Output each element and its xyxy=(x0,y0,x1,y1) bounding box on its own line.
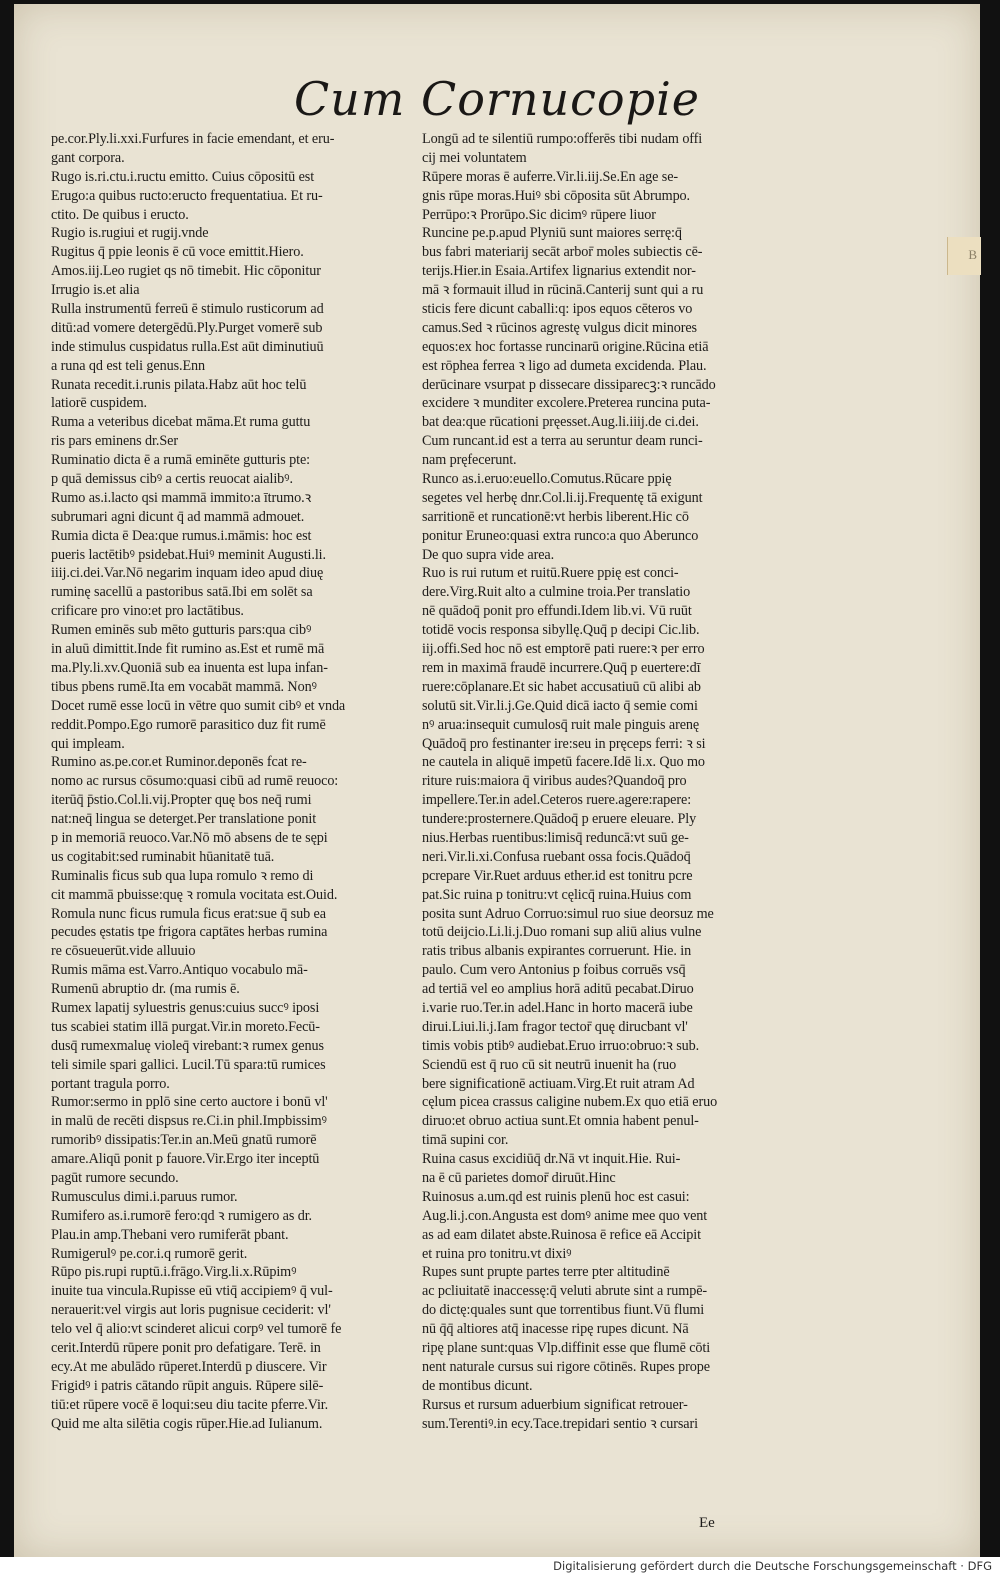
text-line: amare.Aliqū ponit p fauore.Vir.Ergo iter inceptū xyxy=(51,1151,320,1168)
text-line: Longū ad te silentiū rumpo:offerēs tibi nudam offi xyxy=(422,131,703,147)
text-line: Rupes sunt prupte partes terre pter altitudinē xyxy=(422,1264,670,1281)
text-line: camus.Sed ꝛ rūcinos agrestę vulgus dicit minores xyxy=(422,319,697,336)
text-line: Ruinosus a.um.qd est ruinis plenū hoc est casui: xyxy=(422,1188,690,1205)
text-line: Ruminalis ficus sub qua lupa romulo ꝛ remo di xyxy=(51,867,314,884)
text-line: iterūq̄ p̄stio.Col.li.vij.Propter quę bos neq̄ rumi xyxy=(51,792,312,809)
text-line: teli simile spari gallici. Lucil.Tū spara:tū rumices xyxy=(51,1056,326,1073)
text-line: tiū:et rūpere vocē ē loqui:seu diu tacite pferre.Vir. xyxy=(51,1396,329,1413)
text-line: de montibus dicunt. xyxy=(422,1377,533,1394)
text-line: Rumigerulꝰ pe.cor.i.q rumorē gerit. xyxy=(51,1245,248,1262)
text-line: in aluū dimittit.Inde fit rumino as.Est et rumē mā xyxy=(51,641,325,658)
text-line: Quid me alta silētia cogis rūper.Hie.ad Iulianum. xyxy=(51,1415,323,1432)
text-line: Rulla instrumentū ferreū ē stimulo rusticorum ad xyxy=(51,301,324,318)
text-line: posita sunt Adruo Corruo:simul ruo siue deorsuz me xyxy=(422,905,714,922)
text-line: rem in maximā fraudē incurrere.Quq̄ p euertere:dī xyxy=(422,659,701,676)
text-line: bere significationē actiuam.Virg.Et ruit atram Ad xyxy=(422,1075,695,1092)
text-line: gant corpora. xyxy=(51,149,125,166)
text-line: paulo. Cum vero Antonius p foibus corruēs vsq̄ xyxy=(422,962,686,979)
text-line: i.varie ruo.Ter.in adel.Hanc in horto macerā iube xyxy=(422,999,693,1016)
text-line: ris pars eminens dr.Ser xyxy=(51,433,178,450)
text-line: as ad eam dilatet abste.Ruinosa ē refice eā Accipit xyxy=(422,1226,701,1243)
text-line: pe.cor.Ply.li.xxi.Furfures in facie emendant, et eru- xyxy=(51,131,335,147)
text-line: terijs.Hier.in Esaia.Artifex lignarius extendit nor- xyxy=(422,263,696,280)
text-line: Rumis māma est.Varro.Antiquo vocabulo mā- xyxy=(51,962,308,979)
right-text-column xyxy=(422,130,792,1433)
text-line: pecudes ęstatis tpe frigora captātes herbas rumina xyxy=(51,924,328,941)
text-line: totū deijcio.Li.li.j.Duo romani sup aliū alius vulne xyxy=(422,924,702,941)
text-line: Ruminatio dicta ē a rumā eminēte gutturis pte: xyxy=(51,452,310,469)
text-line: qui impleam. xyxy=(51,735,125,752)
text-line: telo vel q̄ alio:vt scinderet alicui corpꝰ vel tumorē fe xyxy=(51,1321,342,1338)
text-line: latiorē cuspidem. xyxy=(51,395,148,412)
text-line: riture ruis:maiora q̄ viribus audes?Quandoq̄ pro xyxy=(422,773,687,790)
text-line: in malū de recēti dispsus re.Ci.in phil.Impbissimꝰ xyxy=(51,1113,327,1130)
footer-bar xyxy=(0,1557,1000,1577)
text-line: nerauerit:vel virgis aut loris pugnisue ceciderit: vl' xyxy=(51,1302,331,1319)
text-line: Quādoq̄ pro festinanter ire:seu in pręceps ferri: ꝛ si xyxy=(422,735,706,752)
text-line: Sciendū est q̄ ruo cū sit neutrū inuenit ha (ruo xyxy=(422,1056,677,1073)
text-line: bus fabri materiarij secāt arbor̄ moles subiectis cē- xyxy=(422,244,703,261)
text-line: Perrūpo:ꝛ Prorūpo.Sic dicimꝰ rūpere liuor xyxy=(422,206,656,223)
text-line: Frigidꝰ i patris cātando rūpit anguis. Rūpere silē- xyxy=(51,1377,324,1394)
text-line: derūcinare vsurpat p dissecare dissiparecꝫ:ꝛ runcādo xyxy=(422,376,716,393)
text-line: timis vobis ptibꝰ audiebat.Eruo irruo:obruo:ꝛ sub. xyxy=(422,1037,700,1054)
text-line: cit mammā pbuisse:quę ꝛ romula vocitata est.Ouid. xyxy=(51,886,338,903)
text-line: nius.Herbas ruentibus:limisq̄ reduncā:vt suū ge- xyxy=(422,829,689,846)
text-line: mā ꝛ formauit illud in rūcinā.Canterij sunt qui a ru xyxy=(422,282,704,299)
text-line: tus scabiei statim illā purgat.Vir.in moreto.Fecū- xyxy=(51,1018,320,1035)
text-line: pcrepare Vir.Ruet arduus ether.id est tonitru pcre xyxy=(422,867,693,884)
text-line: pueris lactētibꝰ psidebat.Huiꝰ meminit Augusti.li. xyxy=(51,546,326,563)
text-line: Rursus et rursum aduerbium significat retrouer- xyxy=(422,1396,688,1413)
text-line: Rūpo pis.rupi ruptū.i.frāgo.Virg.li.x.Rūpimꝰ xyxy=(51,1264,297,1281)
text-line: pat.Sic ruina p tonitru:vt cęlicq̄ ruina.Huius com xyxy=(422,886,692,903)
text-line: Rugo is.ri.ctu.i.ructu emitto. Cuius cōpositū est xyxy=(51,168,315,185)
text-line: Rugitus q̄ ppie leonis ē cū voce emittit.Hiero. xyxy=(51,244,304,261)
text-line: bat dea:que rūcationi pręesset.Aug.li.iiij.de ci.dei. xyxy=(422,414,699,431)
bookmark-tab xyxy=(947,237,981,275)
text-line: ratis tribus albanis expirantes corruerunt. Hie. in xyxy=(422,943,692,960)
text-line: cerit.Interdū rūpere ponit pro defatigare. Terē. in xyxy=(51,1340,321,1356)
text-line: do dictę:quales sunt que torrentibus fiunt.Vū flumi xyxy=(422,1302,705,1319)
text-line: nū q̄q̄ altiores atq̄ inacesse ripę rupes dicunt. Nā xyxy=(422,1321,689,1338)
text-line: tibus pbens rumē.Ita em vocabāt mammā. Nonꝰ xyxy=(51,678,317,695)
text-line: neri.Vir.li.xi.Confusa ruebant ossa focis.Quādoq̄ xyxy=(422,848,691,865)
text-line: re cōsueuerūt.vide alluuio xyxy=(51,943,196,960)
text-line: Amos.iij.Leo rugiet qs nō timebit. Hic cōponitur xyxy=(51,263,321,280)
text-line: pagūt rumore secundo. xyxy=(51,1169,179,1186)
text-line: ad tertiā vel eo amplius horā aditū pecabat.Diruo xyxy=(422,981,694,998)
text-line: Romula nunc ficus rumula ficus erat:sue q̄ sub ea xyxy=(51,905,326,922)
page-title: Cum Cornucopie xyxy=(293,72,701,126)
text-line: na ē cū parietes domor̄ diruūt.Hinc xyxy=(422,1169,616,1186)
text-line: Aug.li.j.con.Angusta est domꝰ anime mee quo vent xyxy=(422,1207,708,1224)
text-line: timā supini cor. xyxy=(422,1132,509,1149)
text-line: ma.Ply.li.xv.Quoniā sub ea inuenta est lupa infan- xyxy=(51,659,328,676)
text-line: sticis fere dicunt caballi:q: ipos equos cēteros vo xyxy=(422,301,693,318)
text-line: nꝰ arua:insequit cumulosq̄ ruit male pinguis arenę xyxy=(422,716,700,733)
text-line: ditū:ad vomere detergēdū.Ply.Purget vomerē sub xyxy=(51,319,323,336)
text-line: p quā demissus cibꝰ a certis reuocat aialibꝰ. xyxy=(51,471,293,488)
text-line: rumoribꝰ dissipatis:Ter.in an.Meū gnatū rumorē xyxy=(51,1132,317,1149)
text-line: Rumino as.pe.cor.et Ruminor.deponēs fcat re- xyxy=(51,754,307,771)
text-line: Irrugio is.et alia xyxy=(51,282,140,299)
text-line: Rumex lapatij syluestris genus:cuius succꝰ iposi xyxy=(51,999,320,1016)
text-line: Ruo is rui rutum et ruitū.Ruere ppię est conci- xyxy=(422,565,679,582)
text-line: Cum runcant.id est a terra au seruntur deam runci- xyxy=(422,433,703,450)
text-line: Plau.in amp.Thebani vero rumiferāt pbant. xyxy=(51,1226,289,1243)
text-line: cij mei voluntatem xyxy=(422,149,527,166)
text-line: ruminę sacellū a pastoribus satā.Ibi em solēt sa xyxy=(51,584,313,601)
text-line: Runata recedit.i.runis pilata.Habz aūt hoc telū xyxy=(51,376,307,393)
book-page xyxy=(14,4,980,1557)
text-line: Rumenū abruptio dr. (ma rumis ē. xyxy=(51,981,240,998)
text-line: nam pręfecerunt. xyxy=(422,452,517,469)
text-line: Rumor:sermo in pplō sine certo auctore i bonū vl' xyxy=(51,1094,328,1111)
text-line: tundere:prosternere.Quādoq̄ p eruere eleuare. Ply xyxy=(422,811,697,828)
text-line: ne cautela in aliquē impetū facere.Idē li.x. Quo mo xyxy=(422,754,705,771)
footer-credit: Digitalisierung gefördert durch die Deutsche Forschungsgemeinschaft · DFG xyxy=(553,1559,992,1573)
text-line: iiij.ci.dei.Var.Nō negarim inquam ideo apud diuę xyxy=(51,565,324,582)
text-line: De quo supra vide area. xyxy=(422,546,555,563)
text-line: diruo:et obruo actiua sunt.Et omnia habent penul- xyxy=(422,1113,699,1130)
text-line: portant tragula porro. xyxy=(51,1075,170,1092)
text-line: Docet rumē esse locū in vētre quo sumit cibꝰ et vnda xyxy=(51,697,346,714)
text-line: Rugio is.rugiui et rugij.vnde xyxy=(51,225,209,242)
text-line: us cogitabit:sed ruminabit hūanitatē tuā. xyxy=(51,848,275,865)
text-line: reddit.Pompo.Ego rumorē parasitico duz fit rumē xyxy=(51,716,326,733)
text-line: Rumen eminēs sub mēto gutturis pars:qua cibꝰ xyxy=(51,622,312,639)
text-line: sarritionē et runcationē:vt herbis liberent.Hic cō xyxy=(422,508,689,525)
text-line: nent naturale cursus sui rigore cōtinēs. Rupes prope xyxy=(422,1358,710,1375)
text-line: ripę plane sunt:quas Vlp.diffinit esse que flumē cōti xyxy=(422,1340,711,1356)
text-line: iij.offi.Sed hoc nō est emptorē pati ruere:ꝛ per erro xyxy=(422,641,705,658)
text-line: excidere ꝛ munditer excolere.Preterea runcina puta- xyxy=(422,395,711,412)
text-line: subrumari agni dicunt q̄ ad mammā admouet. xyxy=(51,508,305,525)
text-line: impellere.Ter.in adel.Ceteros ruere.agere:rapere: xyxy=(422,792,692,809)
text-line: Ruina casus excidiūq̄ dr.Nā vt inquit.Hie. Rui- xyxy=(422,1151,681,1168)
text-line: est rōphea ferrea ꝛ ligo ad dumeta excidenda. Plau. xyxy=(422,357,707,374)
text-line: crificare pro vino:et pro lactātibus. xyxy=(51,603,244,620)
text-line: sum.Terentiꝰ.in ecy.Tace.trepidari sentio ꝛ cursari xyxy=(422,1415,698,1432)
text-line: ac pcliuitatē inaccessę:q̄ veluti abrute sint a rumpē- xyxy=(422,1283,708,1300)
text-line: ruere:cōplanare.Et sic habet accusatiuū cū alibi ab xyxy=(422,678,701,695)
text-line: Rumusculus dimi.i.paruus rumor. xyxy=(51,1188,238,1205)
text-line: a runa qd est teli genus.Enn xyxy=(51,357,206,374)
text-line: ponitur Eruneo:quasi extra runco:a quo Aberunco xyxy=(422,527,699,544)
text-line: dusq̄ rumexmaluę violeq̄ virebant:ꝛ rumex genus xyxy=(51,1037,324,1054)
text-line: dirui.Liui.li.j.Iam fragor tector̄ quę dirucbant vl' xyxy=(422,1018,688,1035)
text-line: cęlum picea crassus caligine nubem.Ex quo etiā eruo xyxy=(422,1094,718,1111)
left-text-column xyxy=(51,130,421,1433)
text-line: et ruina pro tonitru.vt dixiꝰ xyxy=(422,1245,572,1262)
catchword: Ee xyxy=(699,1515,715,1531)
text-line: Rūpere moras ē auferre.Vir.li.iij.Se.En age se- xyxy=(422,168,679,185)
text-line: Runcine pe.p.apud Plyniū sunt maiores serrę:q̄ xyxy=(422,225,682,242)
text-line: ctito. De quibus i eructo. xyxy=(51,206,189,223)
text-line: Ruma a veteribus dicebat māma.Et ruma guttu xyxy=(51,414,311,431)
text-line: equos:ex hoc fortasse runcinarū origine.Rūcina etiā xyxy=(422,338,709,355)
text-line: Runco as.i.eruo:euello.Comutus.Rūcare ppię xyxy=(422,471,672,488)
text-line: solutū sit.Vir.li.j.Ge.Quid dicā iacto q̄ semie comi xyxy=(422,697,698,714)
text-line: Erugo:a quibus ructo:eructo frequentatiua. Et ru- xyxy=(51,187,323,204)
text-line: ecy.At me abulādo rūperet.Interdū p diuscere. Vir xyxy=(51,1358,327,1375)
text-line: inuite tua vincula.Rupisse eū vtiq̄ accipiemꝰ q̄ vul- xyxy=(51,1283,333,1300)
text-line: segetes vel herbę dnr.Col.li.ij.Frequentę tā exigunt xyxy=(422,489,703,506)
bookmark-mark: B xyxy=(968,247,977,262)
text-line: gnis rūpe moras.Huiꝰ sbi cōposita sūt Abrumpo. xyxy=(422,187,690,204)
text-line: Rumifero as.i.rumorē fero:qd ꝛ rumigero as dr. xyxy=(51,1207,312,1224)
text-line: dere.Virg.Ruit alto a culmine troia.Per translatio xyxy=(422,584,691,601)
text-line: nomo ac rursus cōsumo:quasi cibū ad rumē reuoco: xyxy=(51,773,339,790)
text-line: nat:neq̄ lingua se deterget.Per translatione ponit xyxy=(51,811,317,828)
text-line: totidē vocis responsa sibyllę.Quq̄ p decipi Cic.lib. xyxy=(422,622,700,639)
text-line: p in memoriā reuoco.Var.Nō mō absens de te sępi xyxy=(51,829,328,846)
text-line: inde stimulus cuspidatus rulla.Est aūt diminutiuū xyxy=(51,338,324,355)
text-line: Rumia dicta ē Dea:que rumus.i.māmis: hoc est xyxy=(51,527,312,544)
text-line: nē quādoq̄ ponit pro effundi.Idem lib.vi. Vū ruūt xyxy=(422,603,692,620)
text-line: Rumo as.i.lacto qsi mammā immito:a ītrumo.ꝛ xyxy=(51,489,312,506)
